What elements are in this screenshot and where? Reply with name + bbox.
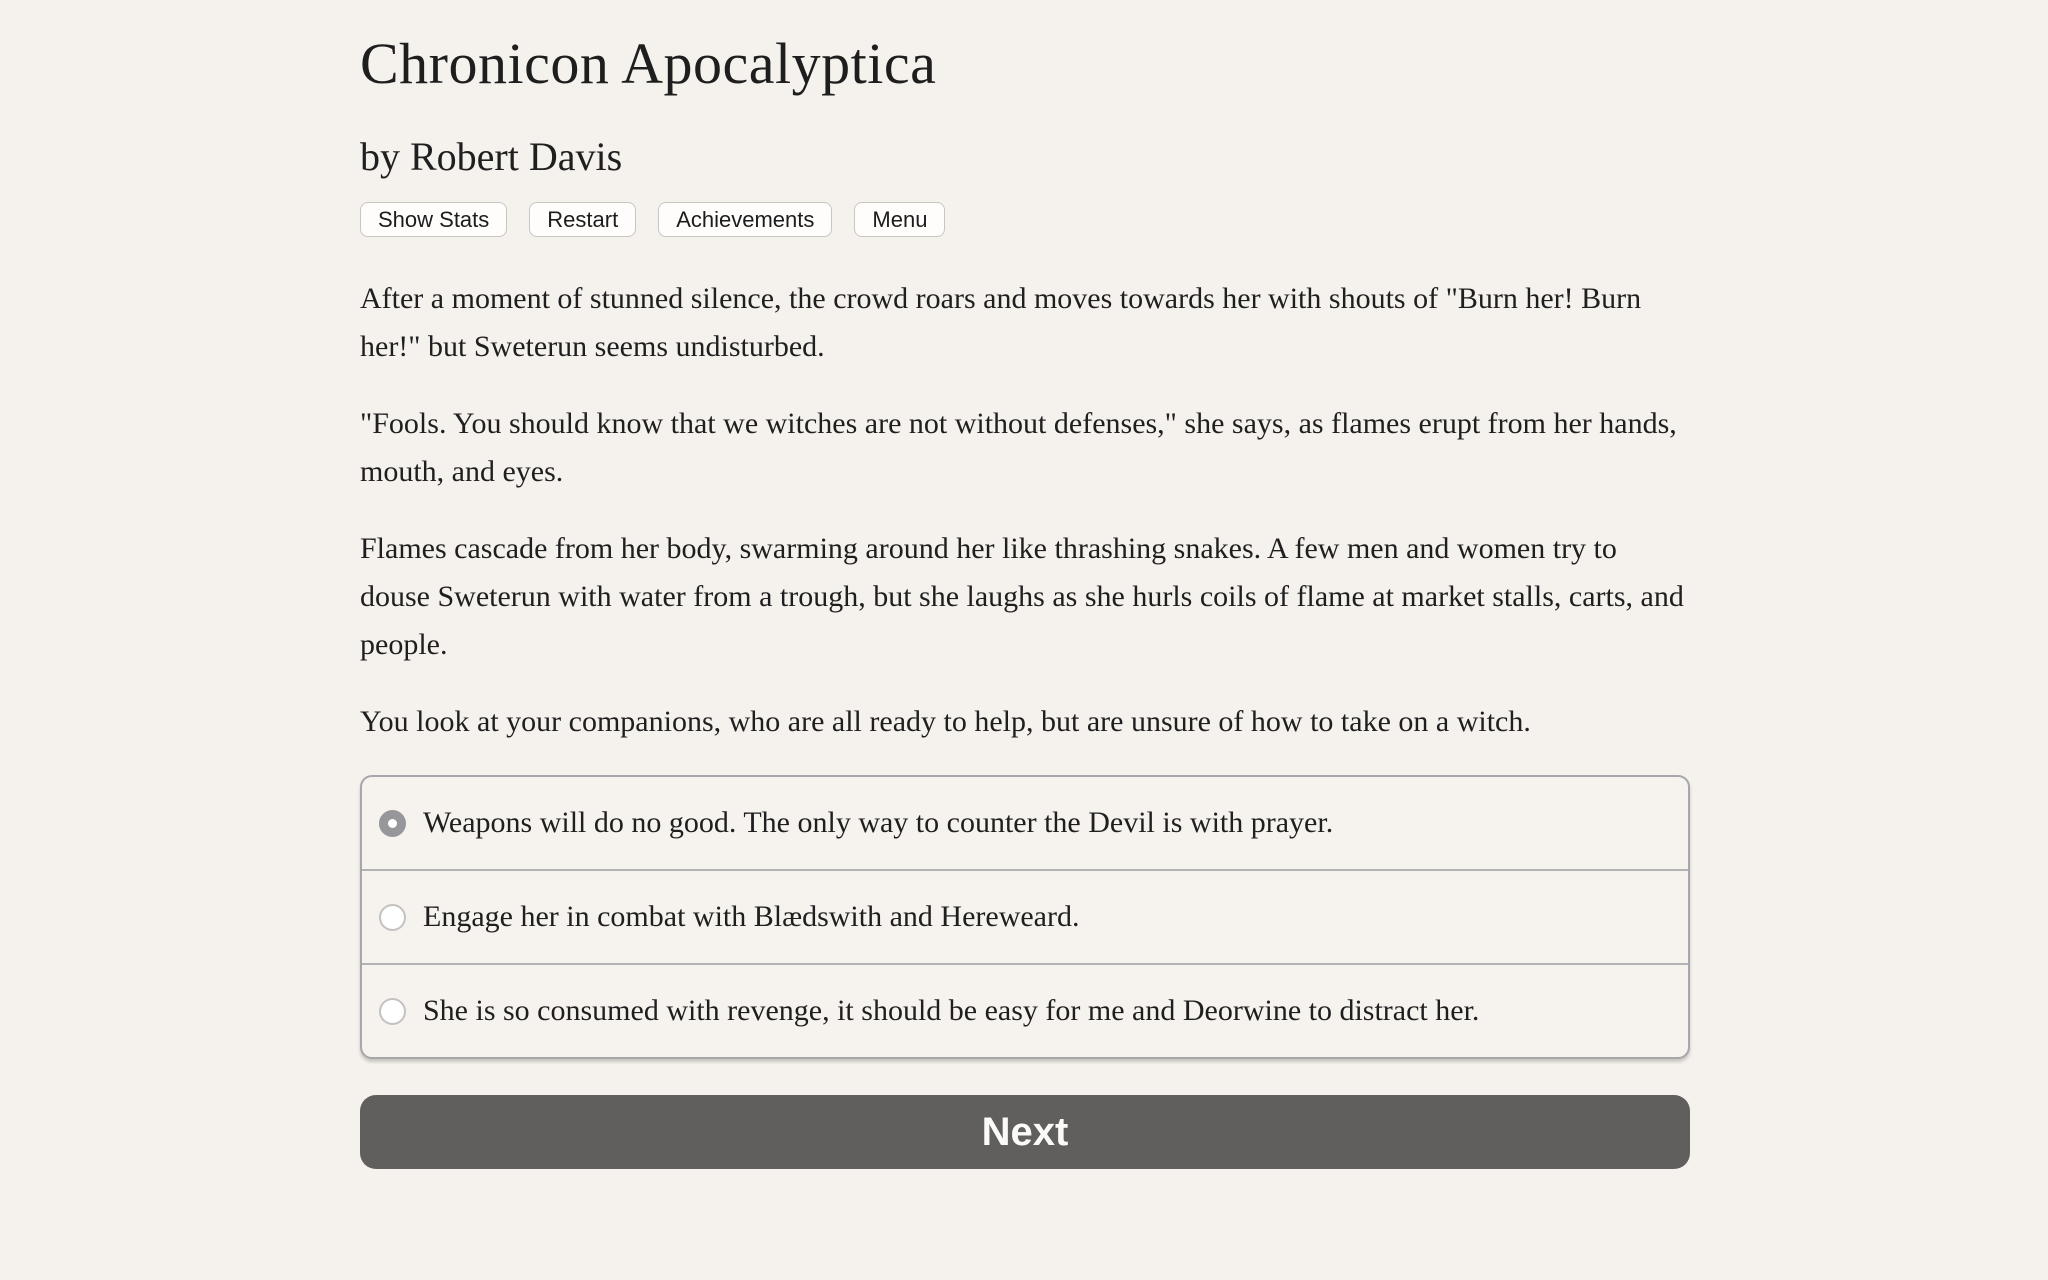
choice-option-3[interactable] <box>362 963 1688 1057</box>
restart-button[interactable]: Restart <box>529 202 636 237</box>
story-text <box>360 275 1690 746</box>
game-page <box>360 0 1690 1169</box>
story-paragraph: Flames cascade from her body, swarming around her like thrashing snakes. A few men and women try to douse Sweterun with water from a trough, but she laughs as she hurls coils of flame at market stalls, carts, and people. <box>360 532 1684 661</box>
toolbar <box>360 202 1690 237</box>
game-author: by Robert Davis <box>360 134 623 179</box>
achievements-button[interactable]: Achievements <box>658 202 832 237</box>
show-stats-button[interactable]: Show Stats <box>360 202 507 237</box>
radio-icon[interactable] <box>379 998 406 1025</box>
choice-option-label: She is so consumed with revenge, it should be easy for me and Deorwine to distract her. <box>423 994 1480 1027</box>
choice-option-2[interactable] <box>362 869 1688 963</box>
choice-option-1[interactable] <box>362 777 1688 869</box>
radio-icon[interactable] <box>379 810 406 837</box>
choice-option-label: Weapons will do no good. The only way to counter the Devil is with prayer. <box>423 806 1334 839</box>
menu-button[interactable]: Menu <box>854 202 945 237</box>
story-paragraph: You look at your companions, who are all ready to help, but are unsure of how to take on a witch. <box>360 705 1531 738</box>
story-paragraph: After a moment of stunned silence, the crowd roars and moves towards her with shouts of "Burn her! Burn her!" but Sweterun seems undisturbed. <box>360 282 1642 363</box>
game-title: Chronicon Apocalyptica <box>360 31 937 96</box>
choice-option-label: Engage her in combat with Blædswith and Hereweard. <box>423 900 1080 933</box>
choice-list <box>360 775 1690 1059</box>
radio-icon[interactable] <box>379 904 406 931</box>
story-paragraph: "Fools. You should know that we witches are not without defenses," she says, as flames erupt from her hands, mouth, and eyes. <box>360 407 1677 488</box>
next-button[interactable]: Next <box>360 1095 1690 1169</box>
